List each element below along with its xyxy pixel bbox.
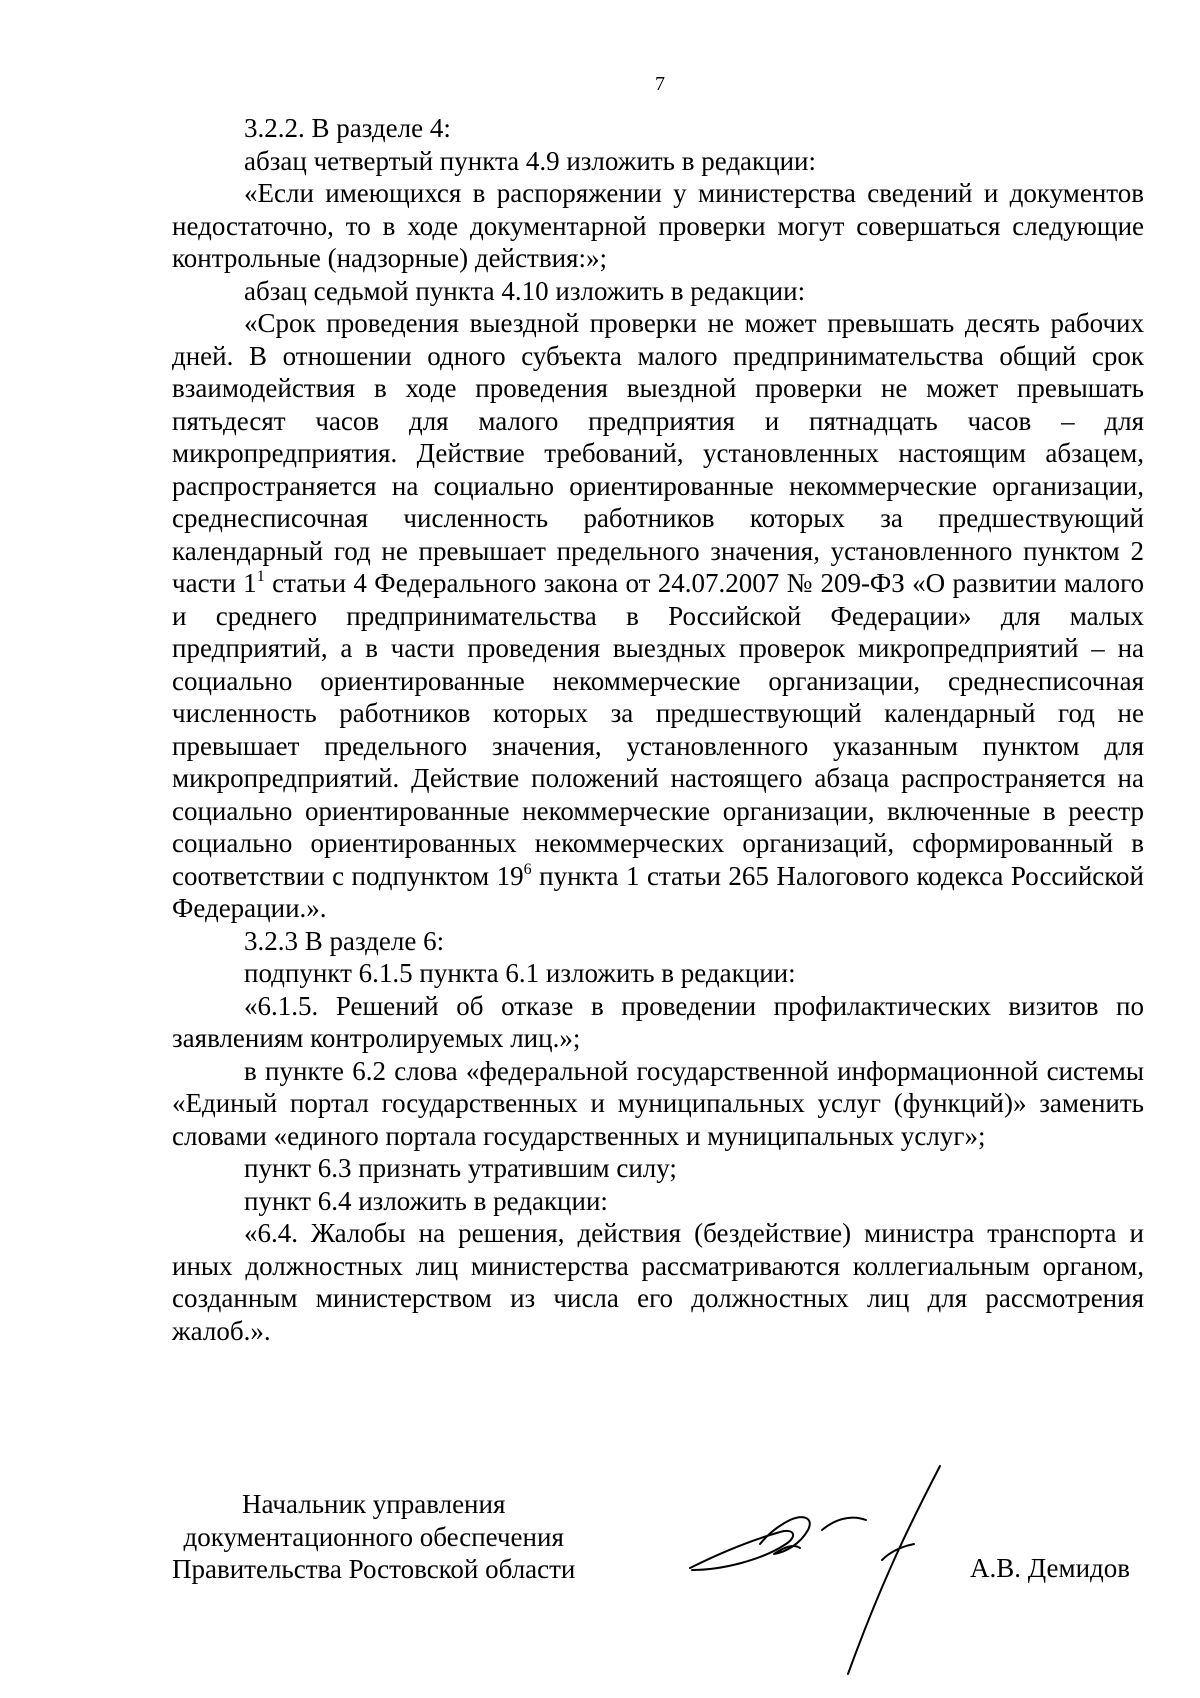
signatory-position xyxy=(172,1488,575,1586)
page-number: 7 xyxy=(655,73,665,95)
paragraph-4-9-text: «Если имеющихся в распоряжении у министерства сведений и документов недостаточно, то в ходе документарной проверки могут совершаться следующие контрольные (надзорные) действия:»; xyxy=(172,178,1144,273)
signatory-position-line-2: документационного обеспечения xyxy=(183,1521,564,1552)
superscript-subparagraph-number: 6 xyxy=(523,860,532,878)
signatory-position-line-1: Начальник управления xyxy=(242,1489,506,1519)
document-body xyxy=(172,112,1144,1347)
paragraph-4-10-text-part-3: пункта 1 статьи 265 Налогового кодекса Российской Федерации.». xyxy=(172,860,1144,923)
signature-stroke-3 xyxy=(822,1518,866,1530)
paragraph-6-1-5-instruction: подпункт 6.1.5 пункта 6.1 изложить в редакции: xyxy=(244,958,796,988)
superscript-part-1-number: 1 xyxy=(256,568,265,585)
signature-stroke-2 xyxy=(760,1517,810,1554)
paragraph-6-4-text: «6.4. Жалобы на решения, действия (бездействие) министра транспорта и иных должностных лиц министерства рассматриваются коллегиальным органом, созданным министерством из числа его должностных лиц для рассмотрения жалоб.». xyxy=(172,1218,1144,1346)
paragraph-4-10-text-part-2: статьи 4 Федерального закона от 24.07.2007 № 209-ФЗ «О развитии малого и среднего предпринимательства в Российской Федерации» для малых предприятий, а в части проведения выездных проверок микропредприятий – на социально ориентированные некоммерческие организации, среднесписочная численность работников которых за предшествующий календарный год не превышает предельного значения, установленного указанным пунктом для микропредприятий. Действие положений настоящего абзаца распространяется на социально ориентированные некоммерческие организации, включенные в реестр социально ориентированных некоммерческих организаций, сформированный в соответствии с подпунктом 19 xyxy=(172,568,1144,891)
signature-stroke-1 xyxy=(690,1531,793,1570)
signatory-name: А.В. Демидов xyxy=(970,1553,1131,1583)
paragraph-section-4-heading: 3.2.2. В разделе 4: xyxy=(244,113,451,143)
paragraph-6-1-5-text: «6.1.5. Решений об отказе в проведении профилактических визитов по заявлениям контролируемых лиц.»; xyxy=(172,990,1144,1053)
signature-stroke-4 xyxy=(848,1466,940,1674)
paragraph-4-9-instruction: абзац четвертый пункта 4.9 изложить в редакции: xyxy=(244,145,817,176)
paragraph-6-2-text: в пункте 6.2 слова «федеральной государственной информационной системы «Единый портал государственных и муниципальных услуг (функций)» заменить словами «единого портала государственных и муниципальных услуг»; xyxy=(172,1055,1144,1151)
paragraph-6-4-instruction: пункт 6.4 изложить в редакции: xyxy=(244,1185,608,1216)
paragraph-4-10-text-part-1: «Срок проведения выездной проверки не может превышать десять рабочих дней. В отношении одного субъекта малого предпринимательства общий срок взаимодействия в ходе проведения выездной проверки не может превышать пятьдесят часов для малого предприятия и пятнадцать часов – для микропредприятия. Действие требований, установленных настоящим абзацем, распространяется на социально ориентированные некоммерческие организации, среднесписочная численность работников которых за предшествующий календарный год не превышает предельного значения, установленного пунктом 2 части 1 xyxy=(172,308,1144,598)
paragraph-section-6-heading: 3.2.3 В разделе 6: xyxy=(244,925,445,956)
paragraph-4-10-text xyxy=(172,307,1144,925)
signatory-position-line-3: Правительства Ростовской области xyxy=(172,1554,576,1584)
handwritten-signature xyxy=(682,1460,962,1690)
paragraph-6-3-text: пункт 6.3 признать утратившим силу; xyxy=(244,1153,677,1183)
paragraph-4-10-instruction: абзац седьмой пункта 4.10 изложить в редакции: xyxy=(244,275,806,306)
